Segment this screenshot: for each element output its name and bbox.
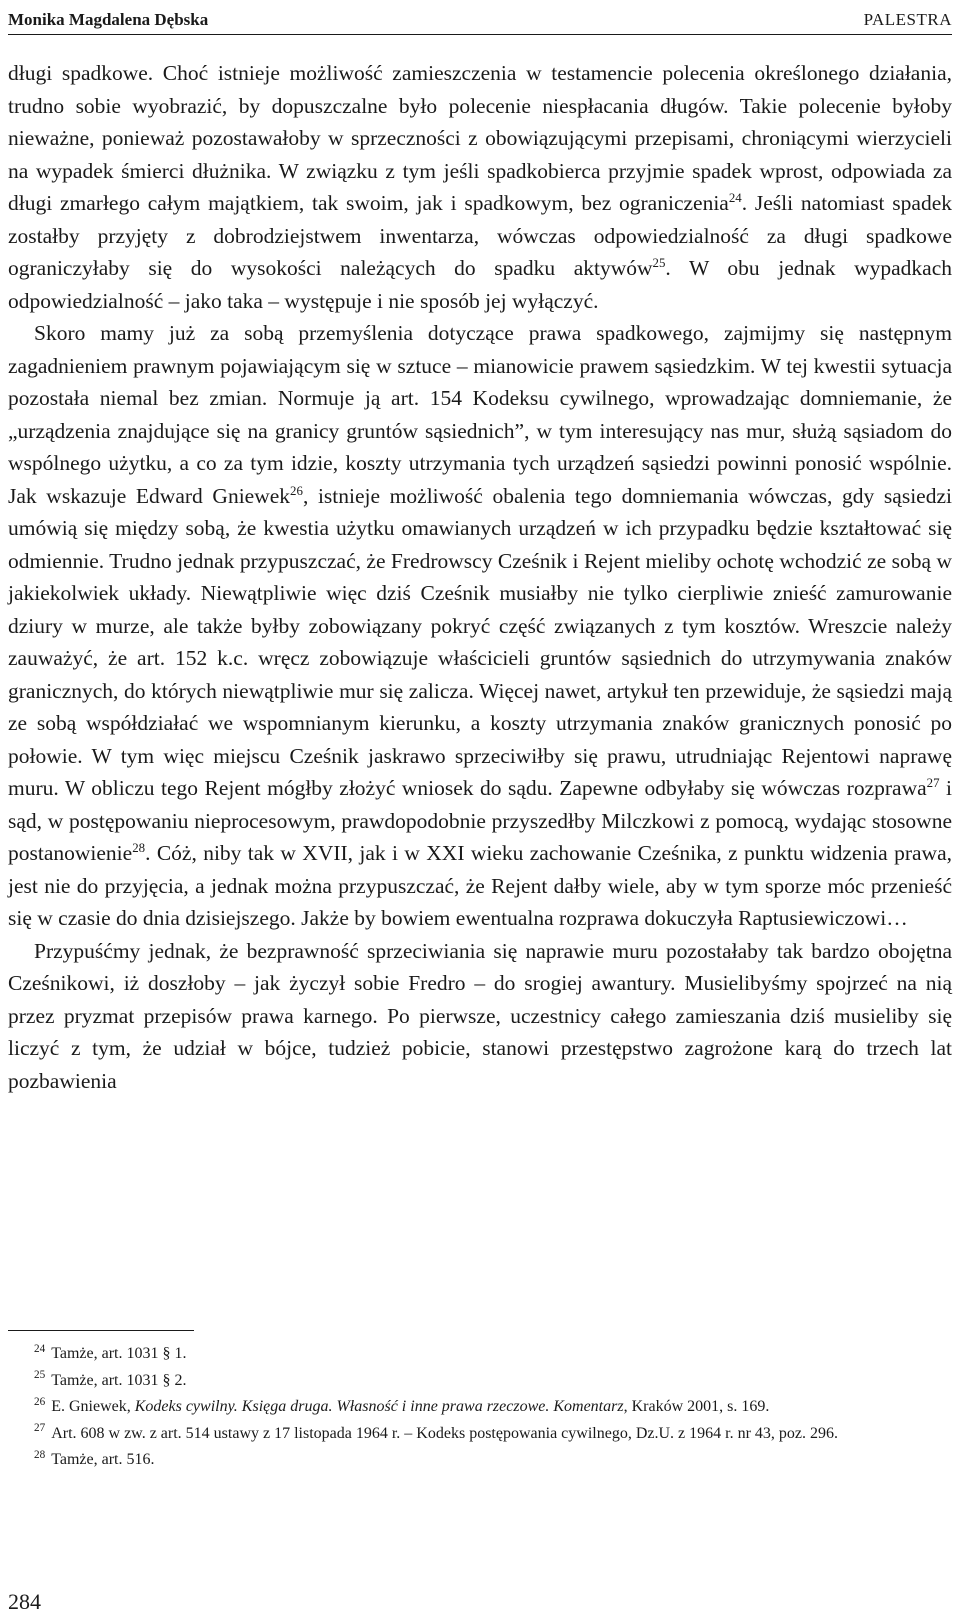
footnote-text: Tamże, art. 516. [51,1451,155,1468]
footnote-ref-26: 26 [290,483,303,498]
paragraph-2-text-3: i sąd, w postępowaniu nieprocesowym, prawdopodobnie przyszedłby Milczkowi z pomocą, wydając stosowne postanowienie [8,776,952,865]
footnote-number: 24 [34,1342,46,1355]
footnote-number: 26 [34,1395,46,1408]
footnote-text: Art. 608 w zw. z art. 514 ustawy z 17 listopada 1964 r. – Kodeks postępowania cywilnego, Dz.U. z 1964 r. nr 43, poz. 296. [51,1424,838,1442]
running-header [8,4,952,30]
header-author: Monika Magdalena Dębska [8,10,209,29]
footnote [8,1394,952,1421]
footnote-number: 27 [34,1422,46,1435]
footnote-text: E. Gniewek, [51,1398,135,1415]
footnote-number: 25 [34,1369,46,1382]
paragraph-1-text-1: długi spadkowe. Choć istnieje możliwość zamieszczenia w testamencie polecenia określonego działania, trudno sobie wyobrazić, by dopuszczalne było polecenie niespłacania długów. Takie polecenie byłoby nieważne, ponieważ pozostawałoby w sprzeczności z obowiązującymi przepisami, chroniącymi wierzycieli na wypadek śmierci dłużnika. W związku z tym jeśli spadkobierca przyjmie spadek wprost, odpowiada za długi zmarłego całym majątkiem, tak swoim, jak i spadkowym, bez ograniczenia [8,61,952,215]
header-rule [8,34,952,35]
paragraph-3 [8,935,952,1098]
paragraph-2-text-2: , istnieje możliwość obalenia tego domniemania wówczas, gdy sąsiedzi umówią się między sobą, że kwestia użytku omawianych urządzeń w ich przypadku będzie kształtować się odmiennie. Trudno jednak przypuszczać, że Fredrowscy Cześnik i Rejent mieliby ochotę wchodzić ze sobą w jakiekolwiek układy. Niewątpliwie więc dziś Cześnik musiałby nie tylko cierpliwie znieść zamurowanie dziury w murze, ale także byłby zobowiązany pokryć część związanych z tym kosztów. Wreszcie należy zauważyć, że art. 152 k.c. wręcz zobowiązuje właścicieli gruntów sąsiednich do utrzymywania znaków granicznych, do których niewątpliwie mur się zalicza. Więcej nawet, artykuł ten przewiduje, że sąsiedzi mają ze sobą współdziałać we wspomnianym kierunku, a koszty utrzymania znaków granicznych ponosić po połowie. W tym więc miejscu Cześnik jaskrawo sprzeciwiłby się prawu, utrudniając Rejentowi naprawę muru. W obliczu tego Rejent mógłby złożyć wniosek do sądu. Zapewne odbyłaby się wówczas rozprawa [8,483,952,800]
footnote-ref-27: 27 [926,775,940,790]
footnote [8,1368,952,1395]
footnote-ref-24: 24 [728,190,742,205]
footnotes [8,1341,952,1474]
paragraph-3-text-1: Przypuśćmy jednak, że bezprawność sprzeciwiania się naprawie muru pozostałaby tak bardzo obojętna Cześnikowi, iż doszłoby – jak życzył sobie Fredro – do srogiej awantury. Musielibyśmy spojrzeć na nią przez pryzmat przepisów prawa karnego. Po pierwsze, uczestnicy całego zamieszania dziś musieliby się liczyć z tym, że udział w bójce, tudzież pobicie, stanowi przestępstwo zagrożone karą do trzech lat pozbawienia [8,938,952,1093]
paragraph-1 [8,57,952,317]
footnote-title: Kodeks cywilny. Księga druga. Własność i inne prawa rzeczowe. Komentarz [134,1398,624,1415]
footnote-ref-25: 25 [652,255,666,270]
footnote-text-end: , Kraków 2001, s. 169. [623,1398,770,1415]
paragraph-2 [8,317,952,935]
header-journal: PALESTRA [863,10,952,29]
page-number: 284 [8,1589,41,1614]
footnote [8,1421,952,1448]
footnote-rule [8,1330,194,1331]
paragraph-2-text-4: . Cóż, niby tak w XVII, jak i w XXI wieku zachowanie Cześnika, z punktu widzenia prawa, jest nie do przyjęcia, a jednak można przypuszczać, że Rejent dałby wiele, aby w tym sporze móc przenieść się w czasie do dnia dzisiejszego. Jakże by bowiem ewentualna rozprawa dokuczyła Raptusiewiczowi… [8,841,952,930]
footnote-text: Tamże, art. 1031 § 2. [51,1371,187,1389]
footnote-ref-28: 28 [132,840,146,855]
footnote-text: Tamże, art. 1031 § 1. [51,1345,187,1362]
footnote [8,1341,952,1368]
paragraph-1-text-3: . W obu jednak wypadkach odpowiedzialność – jako taka – występuje i nie sposób jej wyłączyć. [8,256,952,313]
paragraph-2-text-1: Skoro mamy już za sobą przemyślenia dotyczące prawa spadkowego, zajmijmy się następnym zagadnieniem prawnym pojawiającym się w sztuce – mianowicie prawem sąsiedzkim. W tej kwestii sytuacja pozostała niemal bez zmian. Normuje ją art. 154 Kodeksu cywilnego, wprowadzając domniemanie, że „urządzenia znajdujące się na granicy gruntów sąsiednich”, w tym interesujący nas mur, służą sąsiadom do wspólnego użytku, a co za tym idzie, koszty utrzymania tych urządzeń sąsiedzi powinni ponosić wspólnie. Jak wskazuje Edward Gniewek [8,321,952,508]
footnote [8,1447,952,1474]
body-text [8,57,952,1097]
paragraph-1-text-2: . Jeśli natomiast spadek zostałby przyjęty z dobrodziejstwem inwentarza, wówczas odpowiedzialność za długi spadkowe ograniczyłaby się do wysokości należących do spadku aktywów [8,191,952,280]
footnote-number: 28 [34,1448,46,1461]
